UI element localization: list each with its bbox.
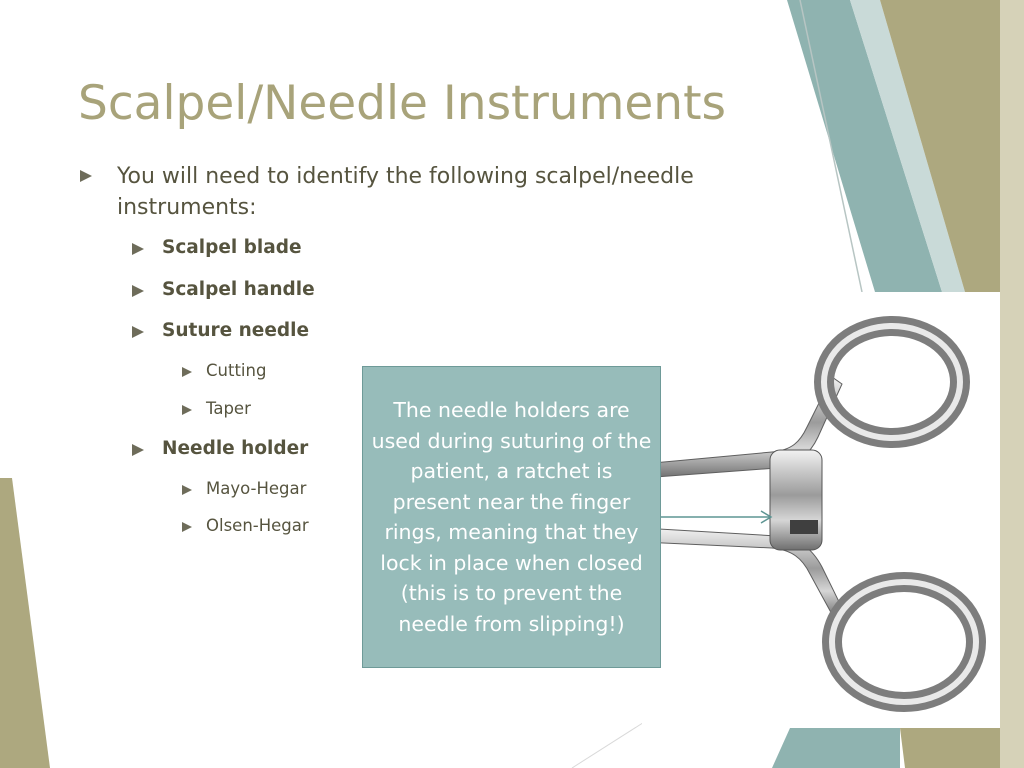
triangle-bullet-icon — [182, 522, 192, 532]
list-subitem-olsen-hegar: Olsen-Hegar — [206, 516, 309, 535]
box-lock — [770, 450, 822, 550]
intro-line-2: instruments: — [117, 195, 257, 220]
triangle-bullet-icon — [132, 444, 144, 456]
triangle-bullet-icon — [182, 485, 192, 495]
list-item-scalpel-blade: Scalpel blade — [162, 237, 302, 258]
list-subitem-mayo-hegar: Mayo-Hegar — [206, 479, 307, 498]
intro-text — [117, 161, 694, 223]
ratchet — [790, 520, 818, 534]
list-subitem-cutting: Cutting — [206, 361, 267, 380]
decor-teal-bottom — [772, 728, 900, 768]
list-item-scalpel-handle: Scalpel handle — [162, 279, 315, 300]
pointer-arrow-icon — [661, 508, 776, 526]
triangle-bullet-icon — [182, 405, 192, 415]
decor-light-strip-right — [1000, 0, 1024, 768]
decor-olive-bottom — [900, 728, 1000, 768]
list-item-suture-needle: Suture needle — [162, 320, 310, 341]
triangle-bullet-icon — [132, 285, 144, 297]
page-title: Scalpel/Needle Instruments — [78, 76, 726, 131]
callout-box — [362, 366, 661, 668]
triangle-bullet-icon — [182, 367, 192, 377]
list-item-needle-holder: Needle holder — [162, 438, 309, 459]
triangle-bullet-icon — [132, 243, 144, 255]
callout-text: The needle holders are used during suturing of the patient, a ratchet is present near the finger rings, meaning that they lock in place when closed (this is to prevent the needle from slipping!) — [371, 398, 652, 636]
lower-finger-ring-highlight — [832, 582, 976, 702]
triangle-bullet-icon — [80, 170, 92, 182]
upper-finger-ring-highlight — [824, 326, 960, 438]
intro-line-1: You will need to identify the following scalpel/needle — [117, 164, 694, 189]
list-subitem-taper: Taper — [206, 399, 251, 418]
decor-olive-left — [0, 478, 50, 768]
triangle-bullet-icon — [132, 326, 144, 338]
